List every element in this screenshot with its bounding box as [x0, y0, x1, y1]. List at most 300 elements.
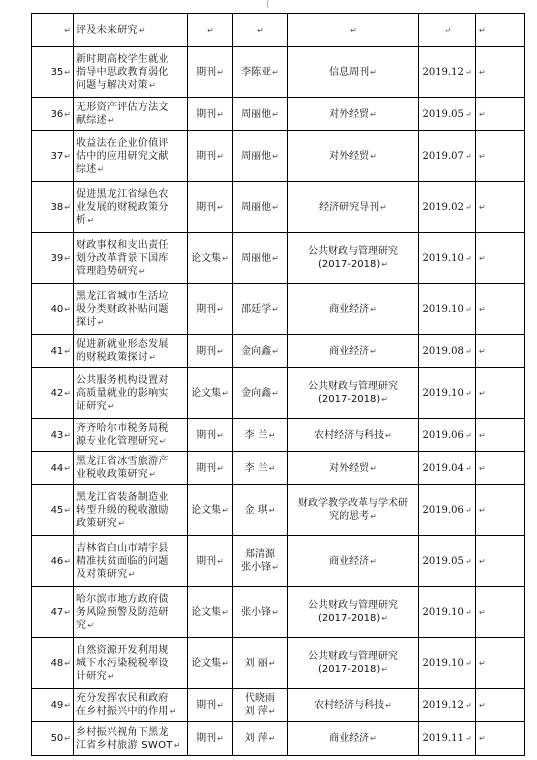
paper-title-line: 估中的应用研究文献	[76, 150, 169, 162]
table-row	[32, 98, 525, 131]
blank-cell	[476, 368, 525, 419]
blank-cell	[476, 14, 525, 47]
paragraph-mark: ↵	[118, 518, 126, 528]
paragraph-mark: ↵	[381, 665, 388, 674]
publication-date-text: 2019.06	[422, 429, 464, 441]
publication-type-text: 期刊	[196, 150, 217, 162]
paragraph-mark: ↵	[217, 151, 224, 161]
publication-date	[419, 722, 476, 756]
paragraph-mark: ↵	[217, 430, 224, 440]
author-line: 刘 萍	[244, 733, 268, 744]
publication-name	[288, 14, 419, 47]
paper-title-line: 圾分类财政补贴问题	[76, 303, 169, 315]
paper-title-line: 财政事权和支出责任	[76, 239, 169, 251]
blank-cell	[476, 689, 525, 722]
paper-title	[74, 587, 188, 638]
row-number-text: 37	[50, 150, 64, 162]
row-number	[32, 368, 74, 419]
row-number-text: 44	[50, 462, 64, 474]
row-number	[32, 536, 74, 587]
paragraph-mark: ↵	[268, 658, 276, 668]
paragraph-mark: ↵	[64, 658, 71, 668]
publication-date-text: 2019.04	[422, 462, 464, 474]
publication-date-text: 2019.10	[422, 657, 464, 669]
publication-date	[419, 689, 476, 722]
row-number	[32, 587, 74, 638]
paragraph-mark: ↵	[464, 463, 472, 473]
paragraph-mark: ↵	[464, 556, 472, 566]
publication-date-text: 2019.10	[422, 252, 464, 264]
paper-title-line: 无形资产评估方法文	[76, 102, 169, 113]
publication-name-line: 商业经济	[329, 555, 370, 567]
paragraph-mark: ↵	[380, 202, 387, 212]
publication-date	[419, 485, 476, 536]
paragraph-mark: ↵	[64, 67, 71, 77]
publication-type	[188, 284, 233, 335]
paper-title-line: 新时期高校学生就业	[76, 53, 169, 65]
publication-type	[188, 689, 233, 722]
paragraph-mark: ↵	[272, 563, 279, 572]
paper-title-line: 析	[76, 214, 87, 226]
paper-title-line: 自然资源开发利用规	[76, 644, 169, 656]
paper-title	[74, 536, 188, 587]
publication-type	[188, 182, 233, 233]
table-body	[32, 14, 525, 756]
paragraph-mark: ↵	[464, 67, 472, 77]
publication-date-text: 2019.10	[422, 303, 464, 315]
paragraph-mark: ↵	[464, 607, 472, 617]
paper-title-line: 吉林省白山市靖宇县	[76, 542, 169, 554]
publication-date	[419, 587, 476, 638]
publication-date	[419, 233, 476, 284]
blank-cell	[476, 452, 525, 485]
publication-type-text: 期刊	[196, 429, 217, 441]
row-number-text: 49	[50, 699, 64, 711]
blank-cell	[476, 131, 525, 182]
publication-type-text: 论文集	[191, 387, 222, 399]
publication-type	[188, 47, 233, 98]
paragraph-mark: ↵	[370, 463, 377, 473]
row-number-text: 42	[50, 387, 64, 399]
author-line: 刘 丽	[244, 657, 268, 669]
row-number	[32, 284, 74, 335]
paper-title	[74, 722, 188, 756]
row-number	[32, 14, 74, 47]
publication-name-line: 公共财政与管理研究	[308, 600, 398, 611]
paragraph-mark: ↵	[64, 304, 71, 314]
publication-date	[419, 419, 476, 452]
table-row	[32, 722, 525, 756]
table-row	[32, 689, 525, 722]
blank-cell	[476, 485, 525, 536]
paper-title-line: 划分改革背景下国库	[76, 252, 169, 264]
publication-date	[419, 284, 476, 335]
paper-title	[74, 485, 188, 536]
author-line: 邵廷学	[241, 303, 272, 315]
paragraph-mark: ↵	[64, 463, 71, 473]
paragraph-mark: ↵	[479, 202, 486, 212]
author	[233, 536, 288, 587]
row-number	[32, 638, 74, 689]
row-number-text: 50	[50, 733, 64, 744]
publication-name-line: 财政学教学改革与学术研	[298, 498, 408, 509]
paragraph-mark: ↵	[217, 463, 224, 473]
publication-name-line: 经济研究导刊	[319, 201, 380, 213]
paragraph-mark: ↵	[138, 266, 146, 276]
paper-title-line: 问题与解决对策	[76, 79, 149, 91]
publication-name	[288, 638, 419, 689]
table-row	[32, 14, 525, 47]
paragraph-mark: ↵	[107, 401, 115, 411]
paragraph-mark: ↵	[272, 388, 279, 398]
publication-type-text: 论文集	[191, 504, 222, 516]
table-row	[32, 419, 525, 452]
paper-title-line: 促进黑龙江省绿色农	[76, 188, 169, 200]
row-number	[32, 722, 74, 756]
paper-title-line: 源专业化管理研究	[76, 436, 159, 447]
paragraph-mark: ↵	[159, 437, 167, 446]
paragraph-mark: ↵	[64, 700, 71, 710]
paragraph-mark: ↵	[272, 67, 279, 77]
publication-name-line: 对外经贸	[329, 462, 370, 474]
paragraph-mark: ↵	[268, 734, 276, 743]
publication-name-line: (2017-2018)	[317, 664, 381, 675]
paper-title-line: 评及未来研究	[76, 24, 138, 36]
publication-type-text: 期刊	[196, 555, 217, 567]
paper-title-line: 及对策研究	[76, 568, 128, 580]
blank-cell	[476, 182, 525, 233]
author-line: 刘 萍	[244, 706, 268, 717]
publication-type-text: 论文集	[191, 657, 222, 669]
publication-name	[288, 98, 419, 131]
paragraph-mark: ↵	[272, 346, 279, 356]
paper-title-line: 献综述	[76, 115, 107, 126]
paper-title-line: 高质量就业的影响实	[76, 387, 169, 399]
blank-cell	[476, 722, 525, 756]
paper-title-line: 探讨	[76, 316, 97, 328]
publication-type	[188, 452, 233, 485]
row-number	[32, 485, 74, 536]
paper-title-line: 政策研究	[76, 517, 118, 529]
paragraph-mark: ↵	[138, 25, 146, 35]
paper-title	[74, 98, 188, 131]
publication-date-text: 2019.10	[422, 606, 464, 618]
paragraph-mark: ↵	[464, 505, 472, 515]
paragraph-mark: ↵	[464, 304, 472, 314]
paragraph-mark: ↵	[217, 700, 224, 710]
publication-date	[419, 536, 476, 587]
paragraph-mark: ↵	[464, 202, 472, 212]
row-number-text: 40	[50, 303, 64, 315]
author-line: 周丽他	[241, 108, 272, 120]
paper-title-line: 的财税政策探讨	[76, 352, 149, 363]
paragraph-mark: ↵	[479, 430, 486, 440]
paragraph-mark: ↵	[464, 346, 472, 356]
paper-title	[74, 452, 188, 485]
paper-title	[74, 419, 188, 452]
publication-name-line: 信息周刊	[329, 66, 370, 78]
paragraph-mark: ↵	[97, 164, 105, 174]
publication-date-text: 2019.06	[422, 504, 464, 516]
publication-type-text: 期刊	[196, 345, 217, 357]
paper-title-line: 计研究	[76, 670, 107, 682]
paragraph-mark: ↵	[479, 67, 486, 77]
paragraph-mark: ↵	[370, 556, 377, 566]
paper-title-line: 齐齐哈尔市税务局税	[76, 423, 169, 434]
paper-title-line: 精准扶贫面临的问题	[76, 555, 169, 567]
paragraph-mark: ↵	[272, 109, 279, 119]
blank-cell	[476, 587, 525, 638]
table-row	[32, 335, 525, 368]
paper-title-line: 管理趋势研究	[76, 265, 138, 277]
publication-date	[419, 131, 476, 182]
paragraph-mark: ↵	[272, 607, 279, 617]
paragraph-mark: ↵	[464, 109, 472, 119]
paragraph-mark: ↵	[222, 658, 229, 668]
table-row	[32, 233, 525, 284]
row-number-text: 43	[50, 429, 64, 441]
author-line: 周丽他	[241, 201, 272, 213]
paragraph-mark: ↵	[64, 346, 71, 356]
row-number	[32, 335, 74, 368]
paper-title-line: 公共服务机构设置对	[76, 374, 169, 386]
publication-name-line: 究的思考	[329, 511, 370, 522]
author	[233, 485, 288, 536]
paper-title-line: 充分发挥农民和政府	[76, 693, 169, 704]
author-line: 金向鑫	[241, 345, 272, 357]
paragraph-mark: ↵	[268, 707, 276, 716]
publication-date	[419, 335, 476, 368]
paragraph-mark: ↵	[149, 353, 157, 362]
paragraph-mark: ↵	[381, 614, 388, 623]
author	[233, 689, 288, 722]
publication-date	[419, 14, 476, 47]
paper-title-line: 黑龙江省冰雪旅游产	[76, 456, 169, 467]
blank-cell	[476, 47, 525, 98]
paragraph-mark: ↵	[464, 388, 472, 398]
publication-date	[419, 182, 476, 233]
paragraph-mark: ↵	[479, 734, 486, 743]
publication-date-text: 2019.05	[422, 555, 464, 567]
paragraph-mark: ↵	[479, 304, 486, 314]
blank-cell	[476, 284, 525, 335]
paragraph-mark: ↵	[268, 430, 276, 440]
paper-title	[74, 182, 188, 233]
paragraph-mark: ↵	[381, 395, 388, 404]
publication-type-text: 期刊	[196, 699, 217, 711]
publication-date	[419, 47, 476, 98]
author	[233, 587, 288, 638]
publication-date	[419, 98, 476, 131]
publication-name	[288, 47, 419, 98]
paper-title-line: 证研究	[76, 400, 107, 412]
publication-date-text: 2019.08	[422, 345, 464, 357]
author	[233, 368, 288, 419]
publication-date-text: 2019.05	[422, 108, 464, 120]
paragraph-mark: ↵	[217, 304, 224, 314]
paper-title-line: 哈尔滨市地方政府债	[76, 593, 169, 605]
header-mark: (	[266, 0, 270, 10]
paragraph-mark: ↵	[479, 25, 486, 35]
paragraph-mark: ↵	[222, 388, 229, 398]
paragraph-mark: ↵	[64, 253, 71, 263]
publication-type-text: 期刊	[196, 108, 217, 120]
author	[233, 335, 288, 368]
author	[233, 452, 288, 485]
paragraph-mark: ↵	[64, 202, 71, 212]
paragraph-mark: ↵	[464, 430, 472, 440]
table-row	[32, 638, 525, 689]
publication-name-line: (2017-2018)	[317, 394, 381, 405]
publication-type	[188, 419, 233, 452]
row-number	[32, 47, 74, 98]
paragraph-mark: ↵	[370, 151, 377, 161]
table-row	[32, 368, 525, 419]
row-number-text: 46	[50, 555, 64, 567]
row-number	[32, 419, 74, 452]
publication-name	[288, 722, 419, 756]
paragraph-mark: ↵	[222, 253, 229, 263]
row-number	[32, 131, 74, 182]
paragraph-mark: ↵	[464, 253, 472, 263]
paragraph-mark: ↵	[479, 109, 486, 119]
author	[233, 419, 288, 452]
paragraph-mark: ↵	[217, 109, 224, 119]
table-row	[32, 131, 525, 182]
paragraph-mark: ↵	[272, 202, 279, 212]
paragraph-mark: ↵	[464, 700, 472, 710]
publication-type	[188, 722, 233, 756]
publication-type	[188, 368, 233, 419]
paragraph-mark: ↵	[479, 253, 486, 263]
paper-title-line: 江省乡村旅游 SWOT	[76, 739, 173, 751]
publication-type-text: 期刊	[196, 201, 217, 213]
author	[233, 284, 288, 335]
paragraph-mark: ↵	[268, 463, 276, 473]
paragraph-mark: ↵	[207, 25, 214, 35]
paragraph-mark: ↵	[479, 388, 486, 398]
publication-name	[288, 536, 419, 587]
paragraph-mark: ↵	[64, 505, 71, 515]
paragraph-mark: ↵	[217, 67, 224, 77]
author-line: 张小锋	[241, 562, 272, 573]
paragraph-mark: ↵	[479, 505, 486, 515]
paragraph-mark: ↵	[64, 734, 71, 743]
publication-type	[188, 638, 233, 689]
paragraph-mark: ↵	[370, 734, 377, 743]
paper-title-line: 转型升级的税收激励	[76, 504, 169, 516]
blank-cell	[476, 419, 525, 452]
paper-title	[74, 47, 188, 98]
row-number-text: 39	[50, 252, 64, 264]
publication-name-line: 商业经济	[329, 303, 370, 315]
publication-date-text: 2019.07	[422, 150, 464, 162]
paper-title-line: 指导中思政教育弱化	[76, 66, 169, 78]
publication-name	[288, 368, 419, 419]
blank-cell	[476, 536, 525, 587]
paper-title	[74, 368, 188, 419]
publication-type-text: 期刊	[196, 303, 217, 315]
paragraph-mark: ↵	[222, 607, 229, 617]
paper-title-line: 业发展的财税政策分	[76, 201, 169, 213]
paragraph-mark: ↵	[479, 607, 486, 617]
paragraph-mark: ↵	[444, 25, 451, 35]
publication-name	[288, 182, 419, 233]
publication-name-line: (2017-2018)	[317, 613, 381, 624]
paper-title-line: 黑龙江省城市生活垃	[76, 290, 169, 302]
publication-type-text: 期刊	[196, 733, 217, 744]
publication-type	[188, 587, 233, 638]
publication-type	[188, 98, 233, 131]
paragraph-mark: ↵	[385, 430, 392, 440]
publication-name	[288, 485, 419, 536]
publication-type	[188, 536, 233, 587]
publication-name-line: 公共财政与管理研究	[308, 246, 398, 257]
paragraph-mark: ↵	[370, 304, 377, 314]
table-row	[32, 587, 525, 638]
paragraph-mark: ↵	[479, 346, 486, 356]
publication-type-text: 期刊	[196, 462, 217, 474]
paragraph-mark: ↵	[107, 116, 115, 125]
paragraph-mark: ↵	[97, 317, 105, 327]
table-row	[32, 536, 525, 587]
paragraph-mark: ↵	[64, 556, 71, 566]
paragraph-mark: ↵	[464, 734, 472, 743]
author-line: 周丽他	[241, 150, 272, 162]
paragraph-mark: ↵	[479, 658, 486, 668]
paper-title-line: 在乡村振兴中的作用	[76, 706, 169, 717]
paragraph-mark: ↵	[64, 388, 71, 398]
publication-name	[288, 452, 419, 485]
paper-title-line: 城下水污染税税率设	[76, 657, 169, 669]
publication-date	[419, 638, 476, 689]
paper-title-line: 综述	[76, 163, 97, 175]
table-row	[32, 284, 525, 335]
paragraph-mark: ↵	[173, 740, 181, 750]
paragraph-mark: ↵	[464, 151, 472, 161]
paragraph-mark: ↵	[272, 151, 279, 161]
row-number-text: 35	[50, 66, 64, 78]
table-row	[32, 182, 525, 233]
publication-name-line: 公共财政与管理研究	[308, 651, 398, 662]
publication-name-line: 农村经济与科技	[314, 699, 385, 711]
publication-type	[188, 233, 233, 284]
publication-name-line: 公共财政与管理研究	[308, 381, 398, 392]
publication-type-text: 期刊	[196, 66, 217, 78]
paper-title	[74, 233, 188, 284]
publication-date-text: 2019.12	[422, 699, 464, 711]
row-number-text: 41	[50, 345, 64, 357]
author-line: 金向鑫	[241, 387, 272, 399]
author	[233, 233, 288, 284]
publication-type-text: 论文集	[191, 606, 222, 618]
paragraph-mark: ↵	[107, 671, 115, 681]
publication-type	[188, 335, 233, 368]
table-row	[32, 485, 525, 536]
row-number-text: 38	[50, 201, 64, 213]
paper-title	[74, 14, 188, 47]
paragraph-mark: ↵	[64, 151, 71, 161]
publication-name	[288, 233, 419, 284]
author	[233, 722, 288, 756]
blank-cell	[476, 638, 525, 689]
publication-name-line: 农村经济与科技	[314, 429, 385, 441]
publication-date-text: 2019.11	[422, 733, 464, 744]
row-number	[32, 689, 74, 722]
paragraph-mark: ↵	[217, 346, 224, 356]
paper-title-line: 究	[76, 619, 87, 631]
author	[233, 182, 288, 233]
